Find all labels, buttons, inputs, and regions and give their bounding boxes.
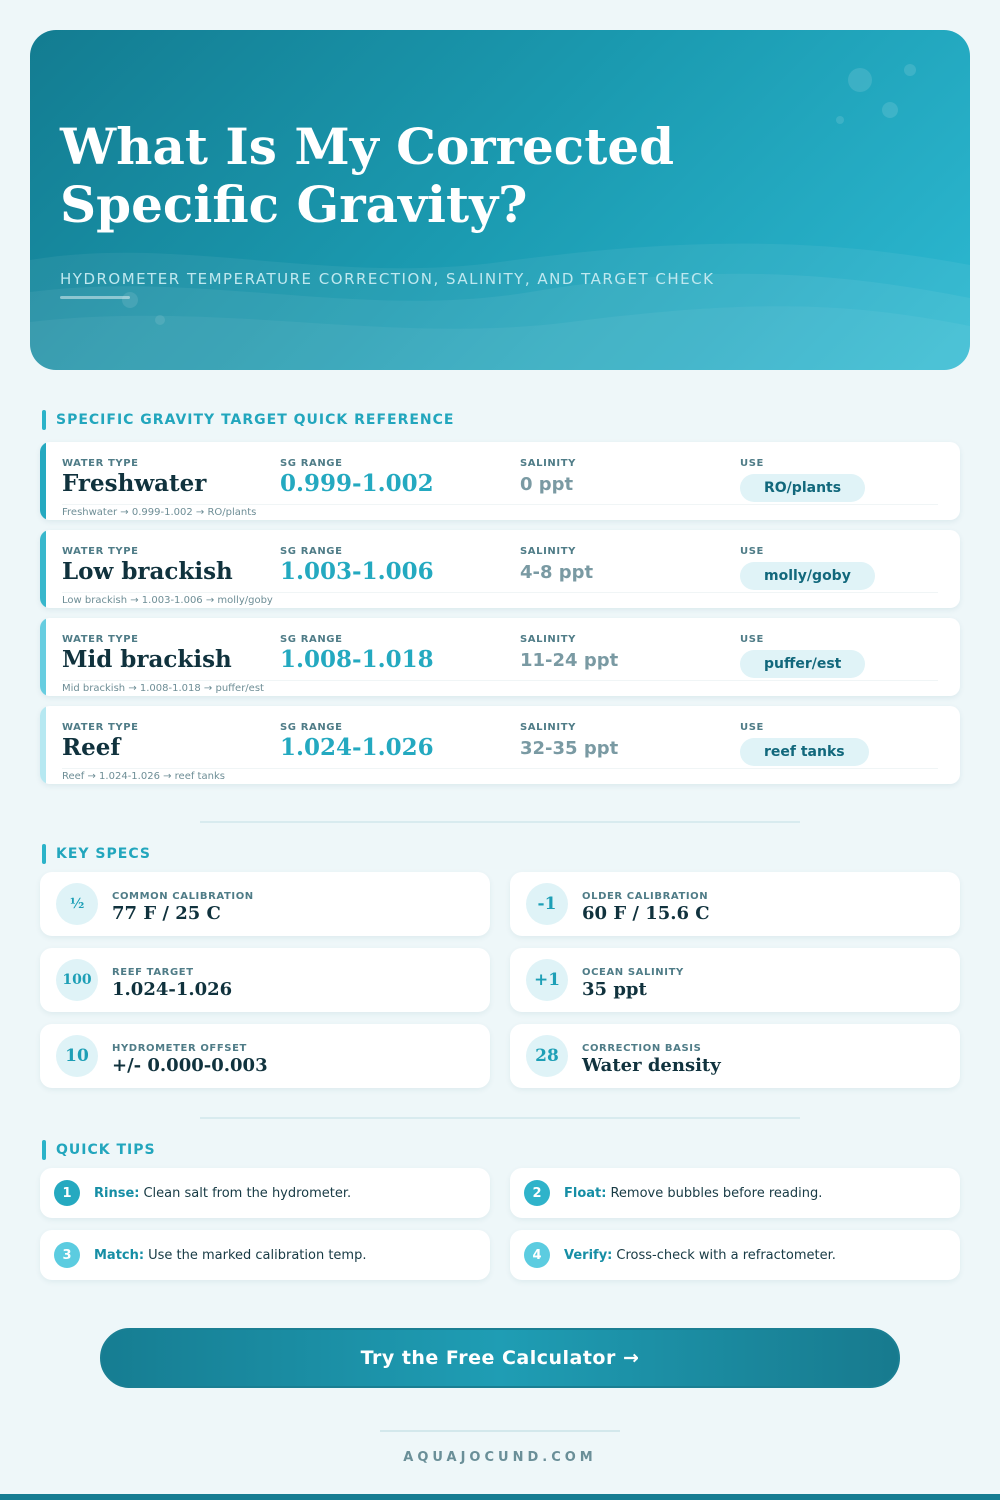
spec-icon: 10 <box>56 1035 98 1077</box>
row-divider <box>62 504 938 505</box>
tip-float <box>510 1168 960 1218</box>
use-badge: puffer/est <box>740 650 865 678</box>
salinity-label: SALINITY <box>520 458 576 469</box>
tip-description: Remove bubbles before reading. <box>610 1185 823 1201</box>
salinity-label: SALINITY <box>520 546 576 557</box>
salinity-label: SALINITY <box>520 722 576 733</box>
spec-value: 60 F / 15.6 C <box>582 903 710 924</box>
tip-number-badge: 4 <box>524 1242 550 1268</box>
sg-range-label: SG RANGE <box>280 458 343 469</box>
use-label: USE <box>740 546 764 557</box>
spec-label: OLDER CALIBRATION <box>582 891 709 902</box>
tip-text <box>564 1248 836 1263</box>
heading-marker <box>42 844 46 864</box>
sg-range-value: 1.003-1.006 <box>280 558 434 585</box>
spec-icon: -1 <box>526 883 568 925</box>
water-type-value: Freshwater <box>62 470 207 497</box>
section-divider <box>200 1117 800 1119</box>
spec-icon: 28 <box>526 1035 568 1077</box>
spec-reef-target <box>40 948 490 1012</box>
reference-row-mid-brackish <box>40 618 960 696</box>
spec-hydrometer-offset <box>40 1024 490 1088</box>
row-summary: Reef → 1.024-1.026 → reef tanks <box>62 771 225 782</box>
water-type-value: Reef <box>62 734 121 761</box>
tip-rinse <box>40 1168 490 1218</box>
salinity-value: 32-35 ppt <box>520 738 619 759</box>
tip-keyword: Match: <box>94 1247 145 1263</box>
row-summary: Freshwater → 0.999-1.002 → RO/plants <box>62 507 257 518</box>
tip-text <box>564 1186 822 1201</box>
row-summary: Low brackish → 1.003-1.006 → molly/goby <box>62 595 273 606</box>
spec-label: REEF TARGET <box>112 967 194 978</box>
row-divider <box>62 680 938 681</box>
sg-range-value: 1.024-1.026 <box>280 734 434 761</box>
tip-description: Clean salt from the hydrometer. <box>143 1185 352 1201</box>
row-divider <box>62 768 938 769</box>
row-summary: Mid brackish → 1.008-1.018 → puffer/est <box>62 683 264 694</box>
spec-common-calibration <box>40 872 490 936</box>
heading-marker <box>42 410 46 430</box>
spec-older-calibration <box>510 872 960 936</box>
reference-heading-text: SPECIFIC GRAVITY TARGET QUICK REFERENCE <box>56 412 455 428</box>
row-accent <box>40 530 46 608</box>
spec-correction-basis <box>510 1024 960 1088</box>
reference-row-freshwater <box>40 442 960 520</box>
tip-keyword: Rinse: <box>94 1185 140 1201</box>
row-accent <box>40 706 46 784</box>
use-badge: molly/goby <box>740 562 875 590</box>
spec-icon: 100 <box>56 959 98 1001</box>
tip-match <box>40 1230 490 1280</box>
sg-range-value: 1.008-1.018 <box>280 646 434 673</box>
tip-description: Cross-check with a refractometer. <box>616 1247 836 1263</box>
use-badge: RO/plants <box>740 474 865 502</box>
water-type-value: Low brackish <box>62 558 233 585</box>
spec-label: HYDROMETER OFFSET <box>112 1043 247 1054</box>
sg-range-label: SG RANGE <box>280 722 343 733</box>
row-accent <box>40 618 46 696</box>
title-underline <box>60 296 130 299</box>
tip-number-badge: 2 <box>524 1180 550 1206</box>
specs-section-heading <box>42 844 151 864</box>
sg-range-value: 0.999-1.002 <box>280 470 434 497</box>
sg-range-label: SG RANGE <box>280 634 343 645</box>
reference-section-heading <box>42 410 454 430</box>
tip-verify <box>510 1230 960 1280</box>
reference-row-low-brackish <box>40 530 960 608</box>
footer-divider <box>380 1430 620 1432</box>
hero-banner <box>30 30 970 370</box>
salinity-value: 0 ppt <box>520 474 574 495</box>
water-type-label: WATER TYPE <box>62 722 139 733</box>
bottom-accent-bar <box>0 1494 1000 1500</box>
spec-value: 35 ppt <box>582 979 647 1000</box>
spec-value: Water density <box>582 1055 721 1076</box>
spec-value: 1.024-1.026 <box>112 979 233 1000</box>
salinity-value: 4-8 ppt <box>520 562 594 583</box>
use-label: USE <box>740 634 764 645</box>
sg-range-label: SG RANGE <box>280 546 343 557</box>
spec-label: CORRECTION BASIS <box>582 1043 702 1054</box>
heading-marker <box>42 1140 46 1160</box>
tip-keyword: Float: <box>564 1185 607 1201</box>
page-title: What Is My Corrected Specific Gravity? <box>60 117 675 234</box>
tip-number-badge: 1 <box>54 1180 80 1206</box>
salinity-value: 11-24 ppt <box>520 650 619 671</box>
use-label: USE <box>740 722 764 733</box>
tips-heading-text: QUICK TIPS <box>56 1142 156 1158</box>
water-type-value: Mid brackish <box>62 646 232 673</box>
row-divider <box>62 592 938 593</box>
use-badge: reef tanks <box>740 738 869 766</box>
water-type-label: WATER TYPE <box>62 634 139 645</box>
spec-label: OCEAN SALINITY <box>582 967 684 978</box>
row-accent <box>40 442 46 520</box>
tip-keyword: Verify: <box>564 1247 613 1263</box>
reference-row-reef <box>40 706 960 784</box>
try-calculator-button[interactable]: Try the Free Calculator → <box>100 1328 900 1388</box>
spec-label: COMMON CALIBRATION <box>112 891 254 902</box>
tips-section-heading <box>42 1140 156 1160</box>
spec-ocean-salinity <box>510 948 960 1012</box>
tip-description: Use the marked calibration temp. <box>148 1247 367 1263</box>
section-divider <box>200 821 800 823</box>
tip-text <box>94 1186 351 1201</box>
specs-heading-text: KEY SPECS <box>56 846 151 862</box>
spec-value: +/- 0.000-0.003 <box>112 1055 268 1076</box>
spec-value: 77 F / 25 C <box>112 903 221 924</box>
water-type-label: WATER TYPE <box>62 546 139 557</box>
tip-number-badge: 3 <box>54 1242 80 1268</box>
spec-icon: +1 <box>526 959 568 1001</box>
water-type-label: WATER TYPE <box>62 458 139 469</box>
footer-site-link[interactable]: AQUAJOCUND.COM <box>403 1450 597 1465</box>
tip-text <box>94 1248 366 1263</box>
page-subtitle: HYDROMETER TEMPERATURE CORRECTION, SALINITY, AND TARGET CHECK <box>60 270 715 288</box>
use-label: USE <box>740 458 764 469</box>
spec-icon: ½ <box>56 883 98 925</box>
salinity-label: SALINITY <box>520 634 576 645</box>
